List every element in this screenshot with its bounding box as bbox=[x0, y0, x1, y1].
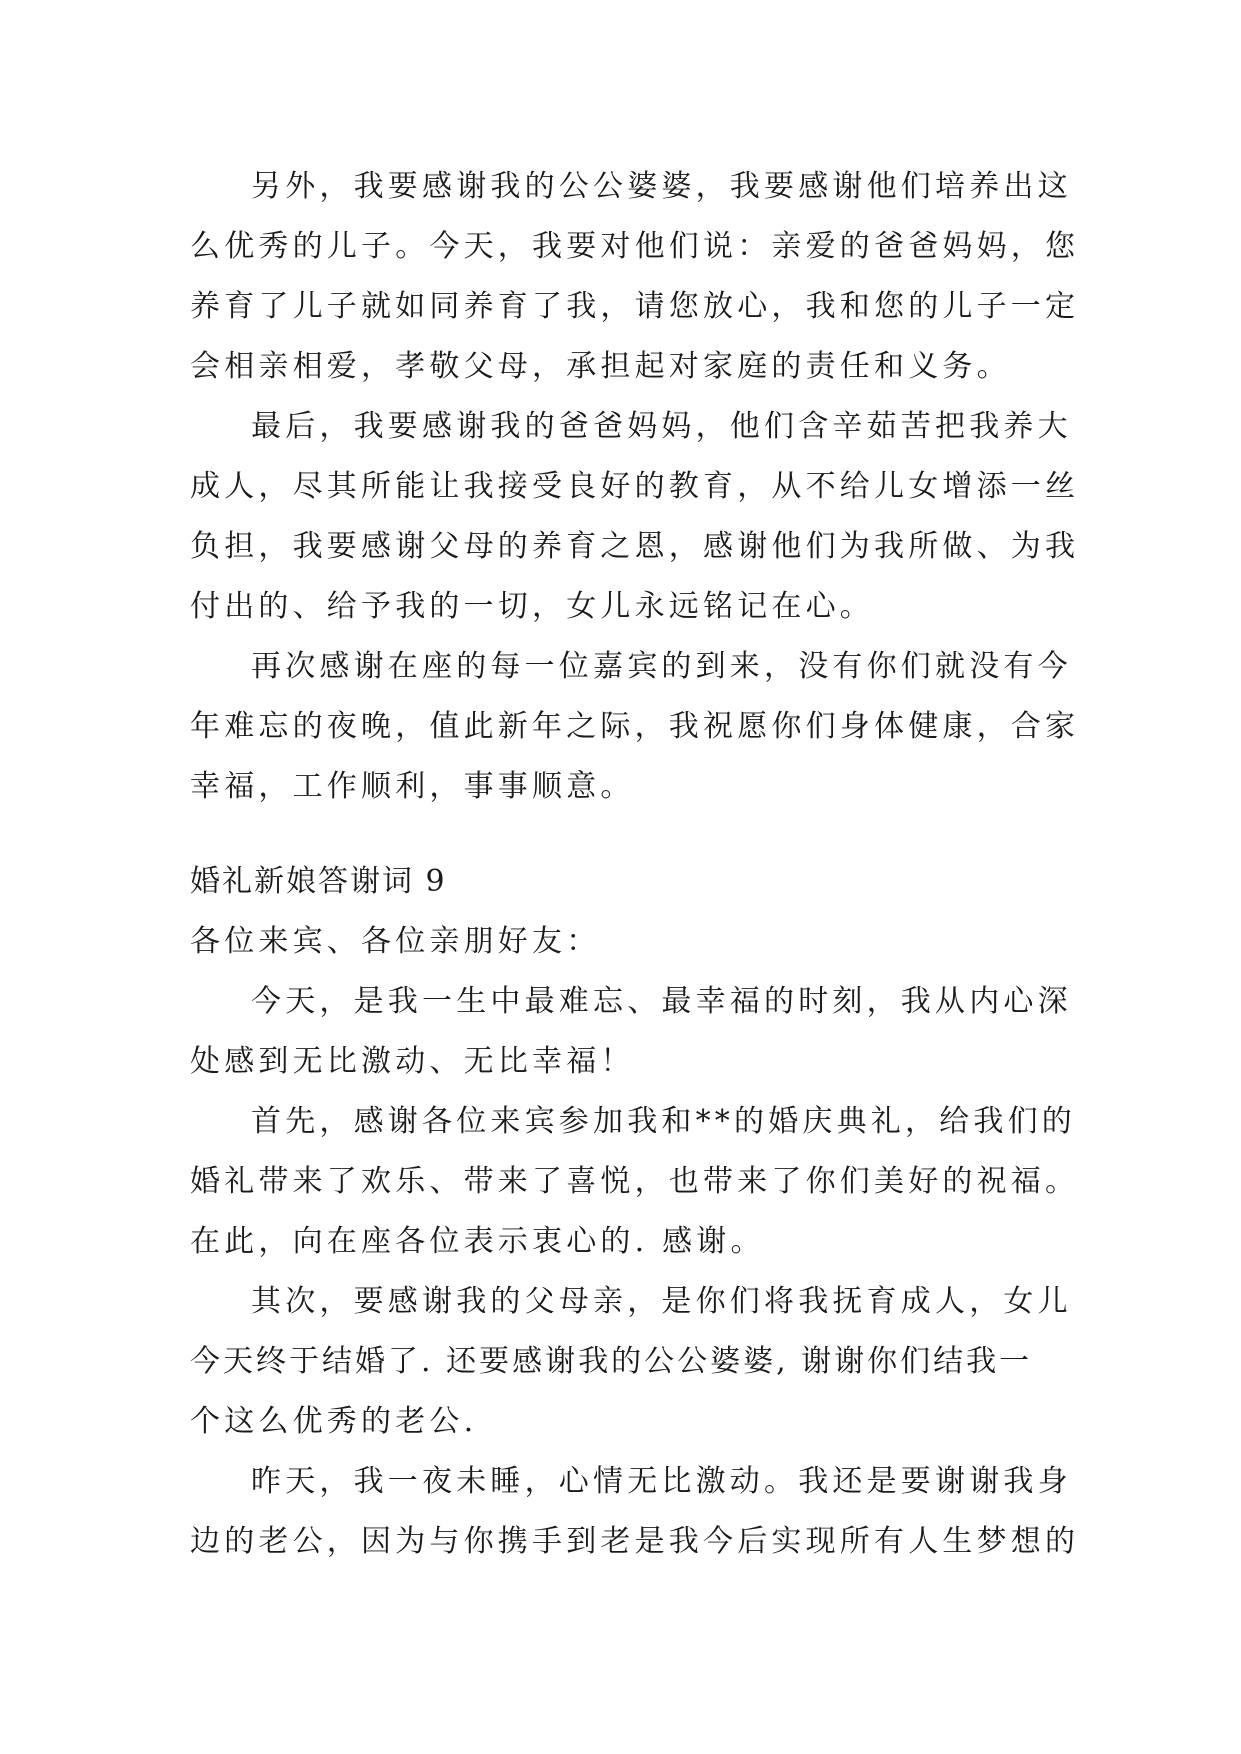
text-line: 么优秀的儿子。今天，我要对他们说：亲爱的爸爸妈妈，您 bbox=[190, 229, 1080, 264]
text-line: 会相亲相爱，孝敬父母，承担起对家庭的责任和义务。 bbox=[190, 349, 1011, 384]
text-line: 负担，我要感谢父母的养育之恩，感谢他们为我所做、为我 bbox=[190, 529, 1080, 564]
text-line: 处感到无比激动、无比幸福！ bbox=[190, 1044, 635, 1079]
text-line: 成人，尽其所能让我接受良好的教育，从不给儿女增添一丝 bbox=[190, 469, 1080, 504]
text-line: 养育了儿子就如同养育了我，请您放心，我和您的儿子一定 bbox=[190, 289, 1080, 324]
text-line: 今天终于结婚了. 还要感谢我的公公婆婆, 谢谢你们结我一 bbox=[190, 1344, 1033, 1379]
text-line: 幸福，工作顺利，事事顺意。 bbox=[190, 769, 635, 804]
text-line: 婚礼带来了欢乐、带来了喜悦，也带来了你们美好的祝福。 bbox=[190, 1164, 1080, 1199]
text-line: 另外，我要感谢我的公公婆婆，我要感谢他们培养出这 bbox=[251, 169, 1072, 204]
text-line: 其次，要感谢我的父母亲，是你们将我抚育成人，女儿 bbox=[251, 1284, 1072, 1319]
text-line: 最后，我要感谢我的爸爸妈妈，他们含辛茹苦把我养大 bbox=[251, 409, 1072, 444]
text-line: 在此，向在座各位表示衷心的. 感谢。 bbox=[190, 1224, 765, 1259]
text-line: 边的老公，因为与你携手到老是我今后实现所有人生梦想的 bbox=[190, 1524, 1080, 1559]
text-line: 首先，感谢各位来宾参加我和**的婚庆典礼，给我们的 bbox=[251, 1104, 1076, 1139]
text-line: 再次感谢在座的每一位嘉宾的到来，没有你们就没有今 bbox=[251, 649, 1072, 684]
text-line: 今天，是我一生中最难忘、最幸福的时刻，我从内心深 bbox=[251, 984, 1072, 1019]
text-line: 昨天，我一夜未睡，心情无比激动。我还是要谢谢我身 bbox=[251, 1464, 1072, 1499]
text-line: 年难忘的夜晚，值此新年之际，我祝愿你们身体健康，合家 bbox=[190, 709, 1080, 744]
text-line: 付出的、给予我的一切，女儿永远铭记在心。 bbox=[190, 589, 874, 624]
salutation: 各位来宾、各位亲朋好友： bbox=[190, 924, 601, 959]
section-title: 婚礼新娘答谢词 9 bbox=[190, 864, 447, 899]
text-line: 个这么优秀的老公. bbox=[190, 1404, 478, 1439]
